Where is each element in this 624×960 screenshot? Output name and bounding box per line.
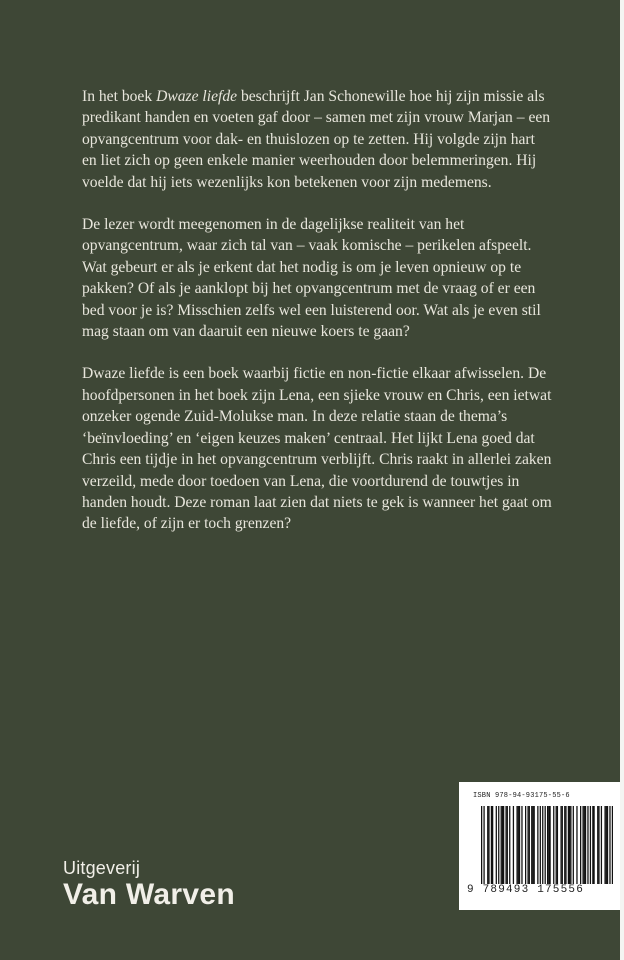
barcode-bar	[569, 806, 570, 884]
barcode-bar	[601, 806, 602, 884]
barcode-bar	[527, 806, 528, 884]
publisher-logo	[63, 858, 235, 912]
barcode-bar	[562, 806, 563, 884]
blurb-paragraph-3: Dwaze liefde is een boek waarbij fictie en non-fictie elkaar afwisselen. De hoofdpersonen in het boek zijn Lena, een sjieke vrouw en Chris, een ietwat onzeker ogende Zuid-Molukse man. In deze relatie staan de thema’s ‘beïnvloeding’ en ‘eigen keuzes maken’ centraal. Het lijkt Lena goed dat Chris een tijdje in het opvangcentrum verblijft. Chris raakt in allerlei zaken verzeild, mede door toedoen van Lena, die voortdurend de touwtjes in handen houdt. Deze roman laat zien dat niets te gek is wanneer het gaat om de liefde, of zijn er toch grenzen?	[82, 365, 552, 533]
barcode-bar	[496, 806, 497, 884]
publisher-label: Uitgeverij	[63, 858, 141, 878]
barcode-bar	[516, 806, 517, 884]
blurb-p1-rest: beschrijft Jan Schonewille hoe hij zijn missie als predikant handen en voeten gaf door – samen met zijn vrouw Marjan – een opvangcentrum voor dak- en thuislozen op te zetten. Hij volgde zijn hart en liet zich op geen enkele manier weerhouden door belemmeringen. Hij voelde dat hij iets wezenlijks kon betekenen voor zijn medemens.	[82, 88, 551, 191]
page-edge	[620, 0, 624, 960]
barcode-bar	[534, 806, 535, 884]
barcode-bar	[545, 806, 546, 884]
barcode-bar	[529, 806, 530, 884]
barcode-bar	[582, 806, 583, 884]
book-title-italic: Dwaze liefde	[156, 88, 238, 105]
barcode-bar	[568, 806, 569, 884]
barcode-bar	[488, 806, 489, 884]
barcode-bar	[542, 806, 543, 884]
barcode-bar	[604, 806, 605, 884]
barcode-bar	[547, 806, 548, 884]
barcode-bar	[590, 806, 591, 884]
barcode-bar	[570, 806, 571, 884]
barcode-bar	[518, 806, 519, 884]
barcode-bar	[487, 806, 488, 884]
isbn-label: ISBN 978-94-93175-55-6	[473, 792, 570, 800]
barcode-bar	[580, 806, 581, 884]
barcode-bar	[564, 806, 565, 884]
barcode-bar	[498, 806, 499, 884]
barcode-bar	[502, 806, 503, 884]
barcode-bar	[532, 806, 533, 884]
barcode-bar	[548, 806, 549, 884]
barcode-bar	[549, 806, 550, 884]
barcode-bar	[576, 806, 577, 884]
blurb-paragraph-2: De lezer wordt meegenomen in de dagelijkse realiteit van het opvangcentrum, waar zich tal van – vaak komische – perikelen afspeelt. Wat gebeurt er als je erkent dat het nodig is om je leven opnieuw op te pakken? Of als je aanklopt bij het opvangcentrum met de vraag of er een bed voor je is? Misschien zelfs wel een luisterend oor. Wat als je even stil mag staan om van daaruit een nieuwe koers te gaan?	[82, 216, 541, 341]
barcode-bar	[584, 806, 585, 884]
barcode-bar	[519, 806, 520, 884]
barcode-bar	[592, 806, 593, 884]
barcode-bar	[557, 806, 558, 884]
barcode-bar	[537, 806, 538, 884]
barcode-bar	[607, 806, 608, 884]
barcode-bar	[503, 806, 504, 884]
blurb-text	[82, 86, 552, 556]
barcode-bar	[565, 806, 566, 884]
barcode-bar	[521, 806, 522, 884]
blurb-paragraph-1	[82, 86, 552, 193]
barcode-bar	[585, 806, 586, 884]
barcode-bar	[593, 806, 594, 884]
barcode-bar	[491, 806, 492, 884]
barcode-bar	[612, 806, 613, 884]
barcode-bar	[573, 806, 574, 884]
barcode-bar	[507, 806, 508, 884]
publisher-name: Van Warven	[63, 878, 235, 911]
barcode-bar	[606, 806, 607, 884]
barcode-bar	[553, 806, 554, 884]
barcode-bar	[481, 806, 482, 884]
barcode-bar	[509, 806, 510, 884]
barcode-bar	[505, 806, 506, 884]
isbn-digits: 9 789493 175556	[467, 884, 585, 896]
barcode-bar	[483, 806, 484, 884]
barcode-bar	[609, 806, 610, 884]
barcode-bar	[540, 806, 541, 884]
barcode-bar	[531, 806, 532, 884]
barcode-bar	[597, 806, 598, 884]
barcode-bar	[587, 806, 588, 884]
isbn-barcode-panel	[459, 782, 623, 910]
barcode-bar	[513, 806, 514, 884]
blurb-p1-start: In het boek	[82, 88, 157, 105]
barcode-bar	[560, 806, 561, 884]
barcode-bar	[501, 806, 502, 884]
barcode-bar	[492, 806, 493, 884]
barcode-bars	[481, 806, 613, 884]
barcode-bar	[598, 806, 599, 884]
barcode-bar	[525, 806, 526, 884]
barcode-bar	[556, 806, 557, 884]
